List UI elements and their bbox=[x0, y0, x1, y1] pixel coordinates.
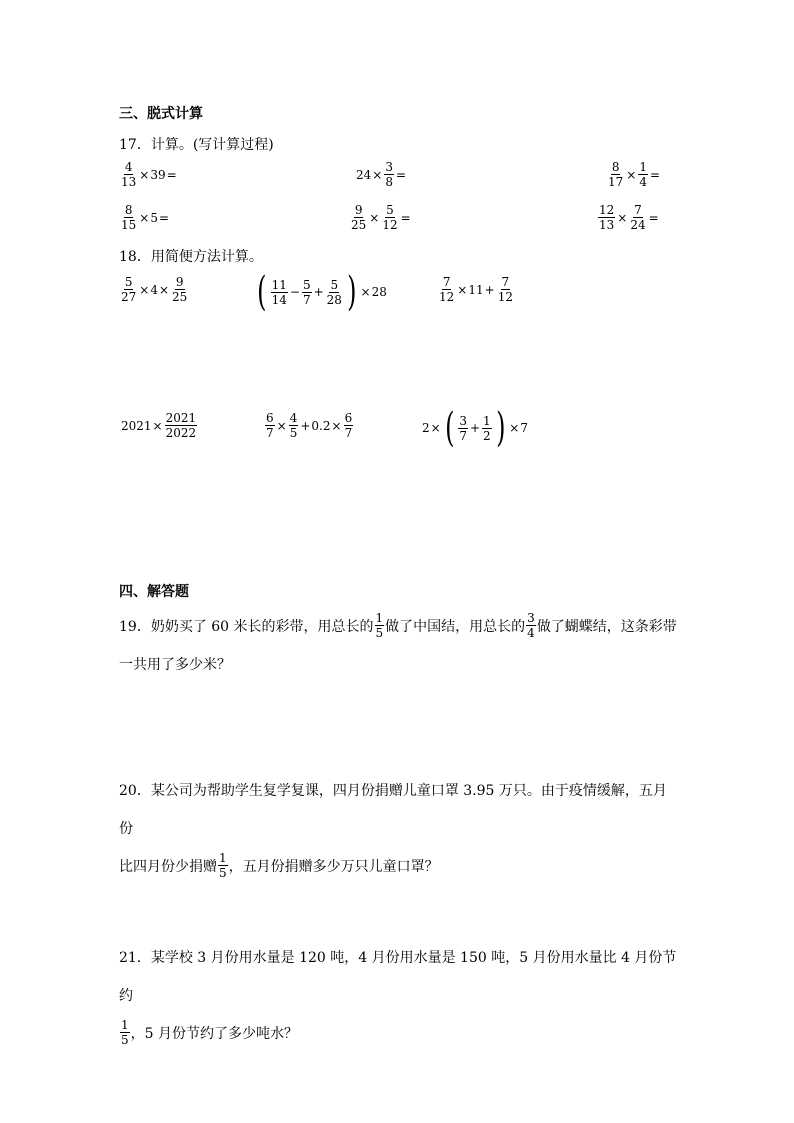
left-paren: ( bbox=[444, 405, 455, 451]
q18-expression-3: $\frac{7}{12}$ × 11 + $\frac{7}{12}$ bbox=[439, 275, 513, 304]
fraction: $\frac{5}{28}$ bbox=[326, 277, 342, 307]
fraction: $\frac{9}{25}$ bbox=[351, 203, 367, 232]
fraction: $\frac{2021}{2022}$ bbox=[165, 411, 197, 440]
question-18-label: 18．用简便方法计算。 bbox=[119, 249, 263, 265]
fraction: $\frac{8}{15}$ bbox=[121, 203, 137, 232]
question-19: 19．奶奶买了 60 米长的彩带，用总长的 $\frac{1}{5}$ 做了中国结，用总长的 $\frac{3}{4}$ 做了蝴蝶结，这条彩带 一共用了多少米？ bbox=[119, 610, 677, 673]
q18-expression-1: $\frac{5}{27}$ × 4 × $\frac{9}{25}$ bbox=[121, 275, 188, 304]
fraction: $\frac{11}{14}$ bbox=[271, 277, 287, 307]
fraction: $\frac{1}{4}$ bbox=[639, 160, 647, 189]
question-17-label: 17．计算。(写计算过程) bbox=[119, 137, 274, 153]
fraction: $\frac{1}{5}$ bbox=[375, 610, 384, 640]
fraction: $\frac{7}{12}$ bbox=[497, 275, 513, 304]
fraction: $\frac{5}{27}$ bbox=[121, 275, 137, 304]
q18-expression-2: ( $\frac{11}{14}$ − $\frac{5}{7}$ + $\frac{5}{28}$ ) × 28 bbox=[257, 269, 387, 315]
fraction: $\frac{4}{13}$ bbox=[121, 160, 137, 189]
fraction: $\frac{5}{7}$ bbox=[302, 277, 311, 307]
q17-expression-5: $\frac{9}{25}$ × $\frac{5}{12}$ = bbox=[351, 203, 411, 232]
fraction: $\frac{1}{5}$ bbox=[121, 1017, 129, 1047]
question-20: 20．某公司为帮助学生复学复课，四月份捐赠儿童口罩 3.95 万只。由于疫情缓解，五月份 比四月份少捐赠 $\frac{1}{5}$ ，五月份捐赠多少万只儿童口罩？ bbox=[119, 783, 667, 880]
section-3-title: 三、脱式计算 bbox=[119, 106, 203, 122]
section-4-title: 四、解答题 bbox=[119, 584, 189, 600]
q18-expression-6: 2 × ( $\frac{3}{7}$ + $\frac{1}{2}$ ) × 7 bbox=[422, 405, 528, 451]
fraction: $\frac{7}{12}$ bbox=[439, 275, 455, 304]
fraction: $\frac{5}{12}$ bbox=[382, 203, 398, 232]
right-paren: ) bbox=[347, 269, 357, 315]
fraction: $\frac{6}{7}$ bbox=[266, 411, 274, 440]
fraction: $\frac{1}{2}$ bbox=[483, 413, 491, 443]
q18-expression-4: 2021 × $\frac{2021}{2022}$ bbox=[121, 411, 197, 440]
fraction: $\frac{3}{7}$ bbox=[459, 413, 467, 443]
fraction: $\frac{1}{5}$ bbox=[219, 850, 227, 880]
q17-expression-1: $\frac{4}{13}$ × 39 = bbox=[121, 160, 177, 189]
fraction: $\frac{9}{25}$ bbox=[172, 275, 188, 304]
fraction: $\frac{8}{17}$ bbox=[608, 160, 624, 189]
q17-expression-6: $\frac{12}{13}$ × $\frac{7}{24}$ = bbox=[599, 203, 659, 232]
q17-expression-3: $\frac{8}{17}$ × $\frac{1}{4}$ = bbox=[608, 160, 661, 189]
q17-expression-4: $\frac{8}{15}$ × 5 = bbox=[121, 203, 170, 232]
fraction: $\frac{3}{8}$ bbox=[385, 160, 393, 189]
fraction: $\frac{6}{7}$ bbox=[344, 411, 353, 440]
fraction: $\frac{12}{13}$ bbox=[599, 203, 615, 232]
question-21: 21．某学校 3 月份用水量是 120 吨，4 月份用水量是 150 吨，5 月份用水量比 4 月份节约 $\frac{1}{5}$ ，5 月份节约了多少吨水？ bbox=[119, 950, 677, 1047]
right-paren: ) bbox=[495, 405, 506, 451]
fraction: $\frac{4}{5}$ bbox=[289, 411, 298, 440]
q18-expression-5: $\frac{6}{7}$ × $\frac{4}{5}$ + 0.2 × $\frac{6}{7}$ bbox=[266, 411, 353, 440]
fraction: $\frac{3}{4}$ bbox=[527, 610, 535, 640]
fraction: $\frac{7}{24}$ bbox=[630, 203, 646, 232]
q17-expression-2: 24 × $\frac{3}{8}$ = bbox=[356, 160, 407, 189]
left-paren: ( bbox=[257, 269, 267, 315]
